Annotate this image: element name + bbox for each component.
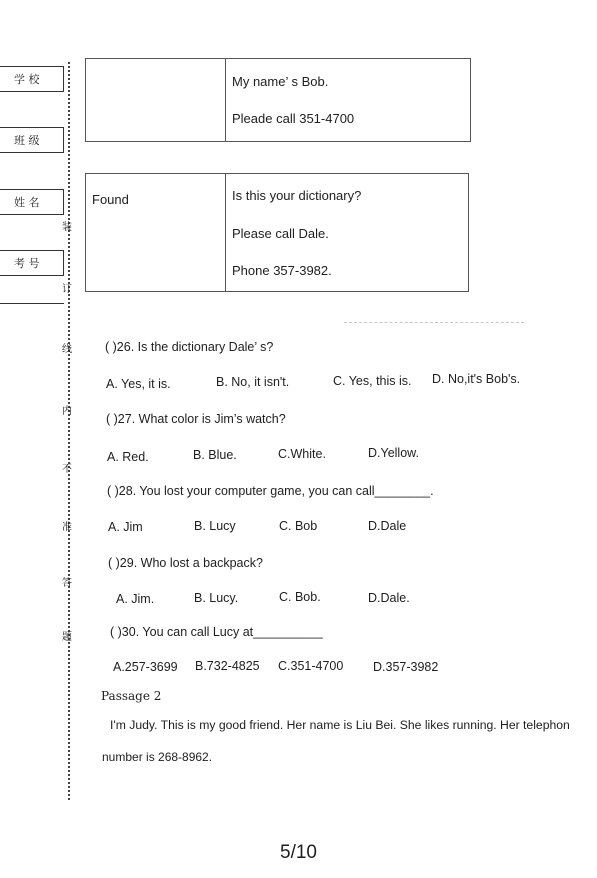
passage-line: number is 268-8962.: [102, 750, 213, 764]
question-30-option-a: A.257-3699: [113, 660, 178, 674]
question-26-option-a: A. Yes, it is.: [106, 377, 171, 391]
notice-found-box: [85, 173, 469, 292]
binding-char: 线: [62, 344, 72, 355]
passage-title: Passage 2: [101, 689, 162, 703]
question-26-option-c: C. Yes, this is.: [333, 374, 412, 388]
page-number: 5/10: [280, 842, 317, 863]
question-28-option-d: D.Dale: [368, 519, 407, 533]
question-27-option-d: D.Yellow.: [368, 446, 419, 460]
scan-artifact: [344, 322, 524, 323]
notice-lost-line: Pleade call 351-4700: [232, 111, 355, 126]
notice-lost-box: [85, 58, 471, 142]
question-26-option-d: D. No,it's Bob's.: [432, 372, 521, 386]
exam-number-field: [0, 250, 64, 276]
question-28-option-a: A. Jim: [108, 520, 143, 534]
binding-char: 内: [62, 406, 72, 417]
question-28-option-b: B. Lucy: [194, 519, 236, 533]
question-27-option-a: A. Red.: [107, 450, 149, 464]
class-label: 班 级: [14, 134, 40, 147]
binding-char: 题: [62, 632, 72, 643]
question-30-option-d: D.357-3982: [373, 660, 439, 674]
binding-char: 订: [62, 284, 72, 295]
school-label: 学 校: [14, 73, 40, 86]
sidebar-rule: [0, 303, 64, 304]
question-29-option-a: A. Jim.: [116, 592, 155, 606]
class-field: [0, 127, 64, 153]
question-28: ( )28. You lost your computer game, you can call________.: [107, 484, 434, 498]
binding-char: 不: [62, 464, 72, 475]
question-27-option-c: C.White.: [278, 447, 326, 461]
binding-char: 装: [62, 222, 72, 233]
question-27-option-b: B. Blue.: [193, 448, 237, 462]
notice-found-line: Is this your dictionary?: [232, 188, 362, 203]
question-30: ( )30. You can call Lucy at__________: [110, 625, 323, 639]
notice-found-line: Please call Dale.: [232, 226, 329, 241]
question-26-option-b: B. No, it isn't.: [216, 375, 290, 389]
binding-char: 答: [62, 578, 72, 589]
passage-line: I'm Judy. This is my good friend. Her name is Liu Bei. She likes running. Her telephon: [110, 718, 570, 732]
question-27: ( )27. What color is Jim’s watch?: [106, 412, 286, 426]
name-field: [0, 189, 64, 215]
question-26: ( )26. Is the dictionary Dale’ s?: [105, 340, 274, 354]
binding-line: [68, 62, 70, 800]
question-30-option-b: B.732-4825: [195, 659, 260, 673]
notice-found-line: Phone 357-3982.: [232, 263, 332, 278]
name-label: 姓 名: [14, 196, 40, 209]
question-29-option-d: D.Dale.: [368, 591, 410, 605]
question-30-option-c: C.351-4700: [278, 659, 344, 673]
notice-lost-label-cell: [86, 59, 226, 141]
question-29-option-c: C. Bob.: [279, 590, 321, 604]
question-28-option-c: C. Bob: [279, 519, 318, 533]
exam-number-label: 考 号: [14, 257, 40, 270]
notice-found-label: Found: [92, 192, 129, 207]
question-29-option-b: B. Lucy.: [194, 591, 239, 605]
school-field: [0, 66, 64, 92]
notice-lost-line: My name’ s Bob.: [232, 74, 329, 89]
binding-char: 准: [62, 522, 72, 533]
question-29: ( )29. Who lost a backpack?: [108, 556, 263, 570]
